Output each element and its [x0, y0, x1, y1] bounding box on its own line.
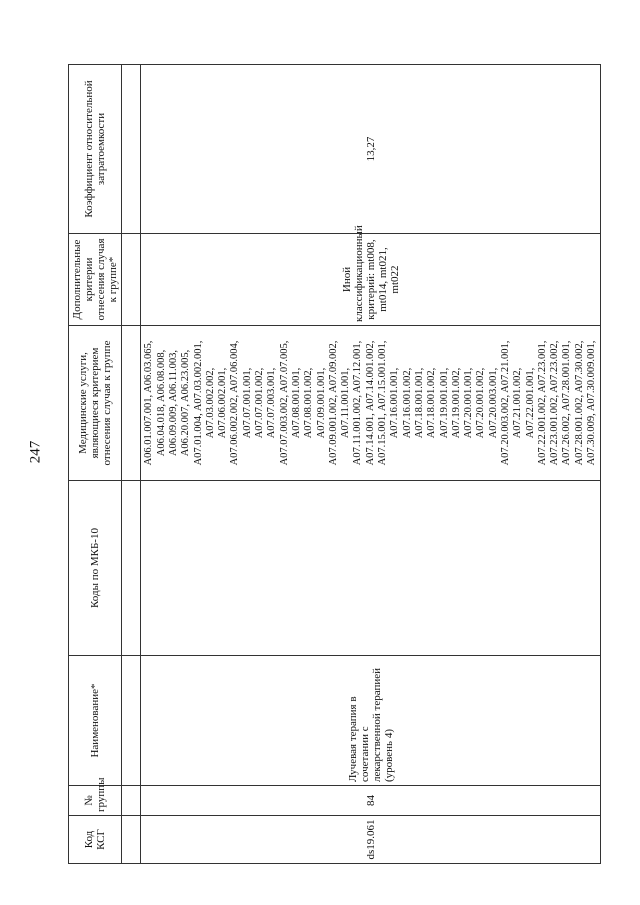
service-code-line: A07.07.003.002, A07.07.005, [278, 340, 290, 466]
cell-name: Лучевая терапия в сочетании с лекарственной терапией (уровень 4) [141, 656, 601, 786]
service-code-line: A07.20.001.001, [463, 367, 475, 439]
service-code-line: A07.07.001.002, [254, 367, 266, 439]
column-number-cell [122, 656, 141, 786]
table-row [141, 65, 601, 864]
ksg-table [68, 64, 601, 864]
service-code-line: A07.14.001, A07.14.001.002, [364, 340, 376, 466]
service-code-line: A07.11.001.001, [340, 367, 352, 439]
service-code-line: A07.07.001.001, [241, 367, 253, 439]
service-code-line: A07.01.004, A07.03.002.001, [192, 340, 204, 466]
column-number-cell [122, 234, 141, 326]
service-code-line: A07.03.002.002, [204, 367, 216, 439]
header-additional: Дополнительные критерии отнесения случая к группе* [69, 234, 122, 326]
service-code-line: A07.06.002.002, A07.06.004, [229, 340, 241, 466]
services-list [143, 329, 598, 477]
column-number-row [122, 65, 141, 864]
cell-services [141, 326, 601, 481]
service-code-line: A07.30.009, A07.30.009.001, [586, 340, 598, 466]
service-code-line: A07.20.003.002, A07.21.001, [499, 340, 511, 466]
service-code-line: A07.28.001.002, A07.30.002, [573, 340, 585, 466]
header-mkb-codes: Коды по МКБ-10 [69, 481, 122, 656]
service-code-line: A07.15.001, A07.15.001.001, [377, 340, 389, 466]
service-code-line: A07.08.001.002, [303, 367, 315, 439]
service-code-line: A07.22.001.001, [524, 367, 536, 439]
column-number-cell [122, 326, 141, 481]
service-code-line: A07.16.001.001, [389, 367, 401, 439]
service-code-line: A07.18.001.002, [426, 367, 438, 439]
header-coefficient: Коэффициент относительной затратоемкости [69, 65, 122, 234]
service-code-line: A07.09.001.002, A07.09.002, [327, 340, 339, 466]
service-code-line: A07.16.001.002, [401, 367, 413, 439]
column-number-cell [122, 816, 141, 864]
column-number-cell [122, 481, 141, 656]
service-code-line: A07.22.001.002, A07.23.001, [536, 340, 548, 466]
service-code-line: A07.11.001.002, A07.12.001, [352, 340, 364, 466]
service-code-line: A07.23.001.002, A07.23.002, [549, 340, 561, 466]
service-code-line: A07.07.003.001, [266, 367, 278, 439]
service-code-line: A07.09.001.001, [315, 367, 327, 439]
rotated-table-wrapper [68, 64, 598, 864]
service-code-line: A06.04.018, A06.08.008, [155, 349, 167, 457]
service-code-line: A06.09.009, A06.11.003, [167, 349, 179, 457]
column-number-cell [122, 65, 141, 234]
service-code-line: A07.19.001.001, [438, 367, 450, 439]
cell-additional: Иной классификационный критерий: mt008, mt014, mt021, mt022 [141, 234, 601, 326]
service-code-line: A07.08.001.001, [290, 367, 302, 439]
cell-code: ds19.061 [141, 816, 601, 864]
service-code-line: A07.19.001.002, [450, 367, 462, 439]
cell-group-no: 84 [141, 786, 601, 816]
header-name: Наименование* [69, 656, 122, 786]
service-code-line: A07.18.001.001, [413, 367, 425, 439]
service-code-line: A07.06.002.001, [217, 367, 229, 439]
service-code-line: A07.26.002, A07.28.001.001, [561, 340, 573, 466]
service-code-line: A06.01.007.001, A06.03.065, [143, 340, 155, 466]
service-code-line: A07.20.001.002, [475, 367, 487, 439]
service-code-line: A06.20.007, A06.23.005, [180, 349, 192, 457]
header-group-no: № группы [69, 786, 122, 816]
column-number-cell [122, 786, 141, 816]
cell-mkb-codes [141, 481, 601, 656]
cell-coefficient: 13,27 [141, 65, 601, 234]
header-services: Медицинские услуги, являющиеся критерием отнесения случая к группе [69, 326, 122, 481]
service-code-line: A07.20.003.001, [487, 367, 499, 439]
page-number: 247 [27, 440, 44, 464]
service-code-line: A07.21.001.002, [512, 367, 524, 439]
header-row [69, 65, 122, 864]
header-code: Код КСГ [69, 816, 122, 864]
